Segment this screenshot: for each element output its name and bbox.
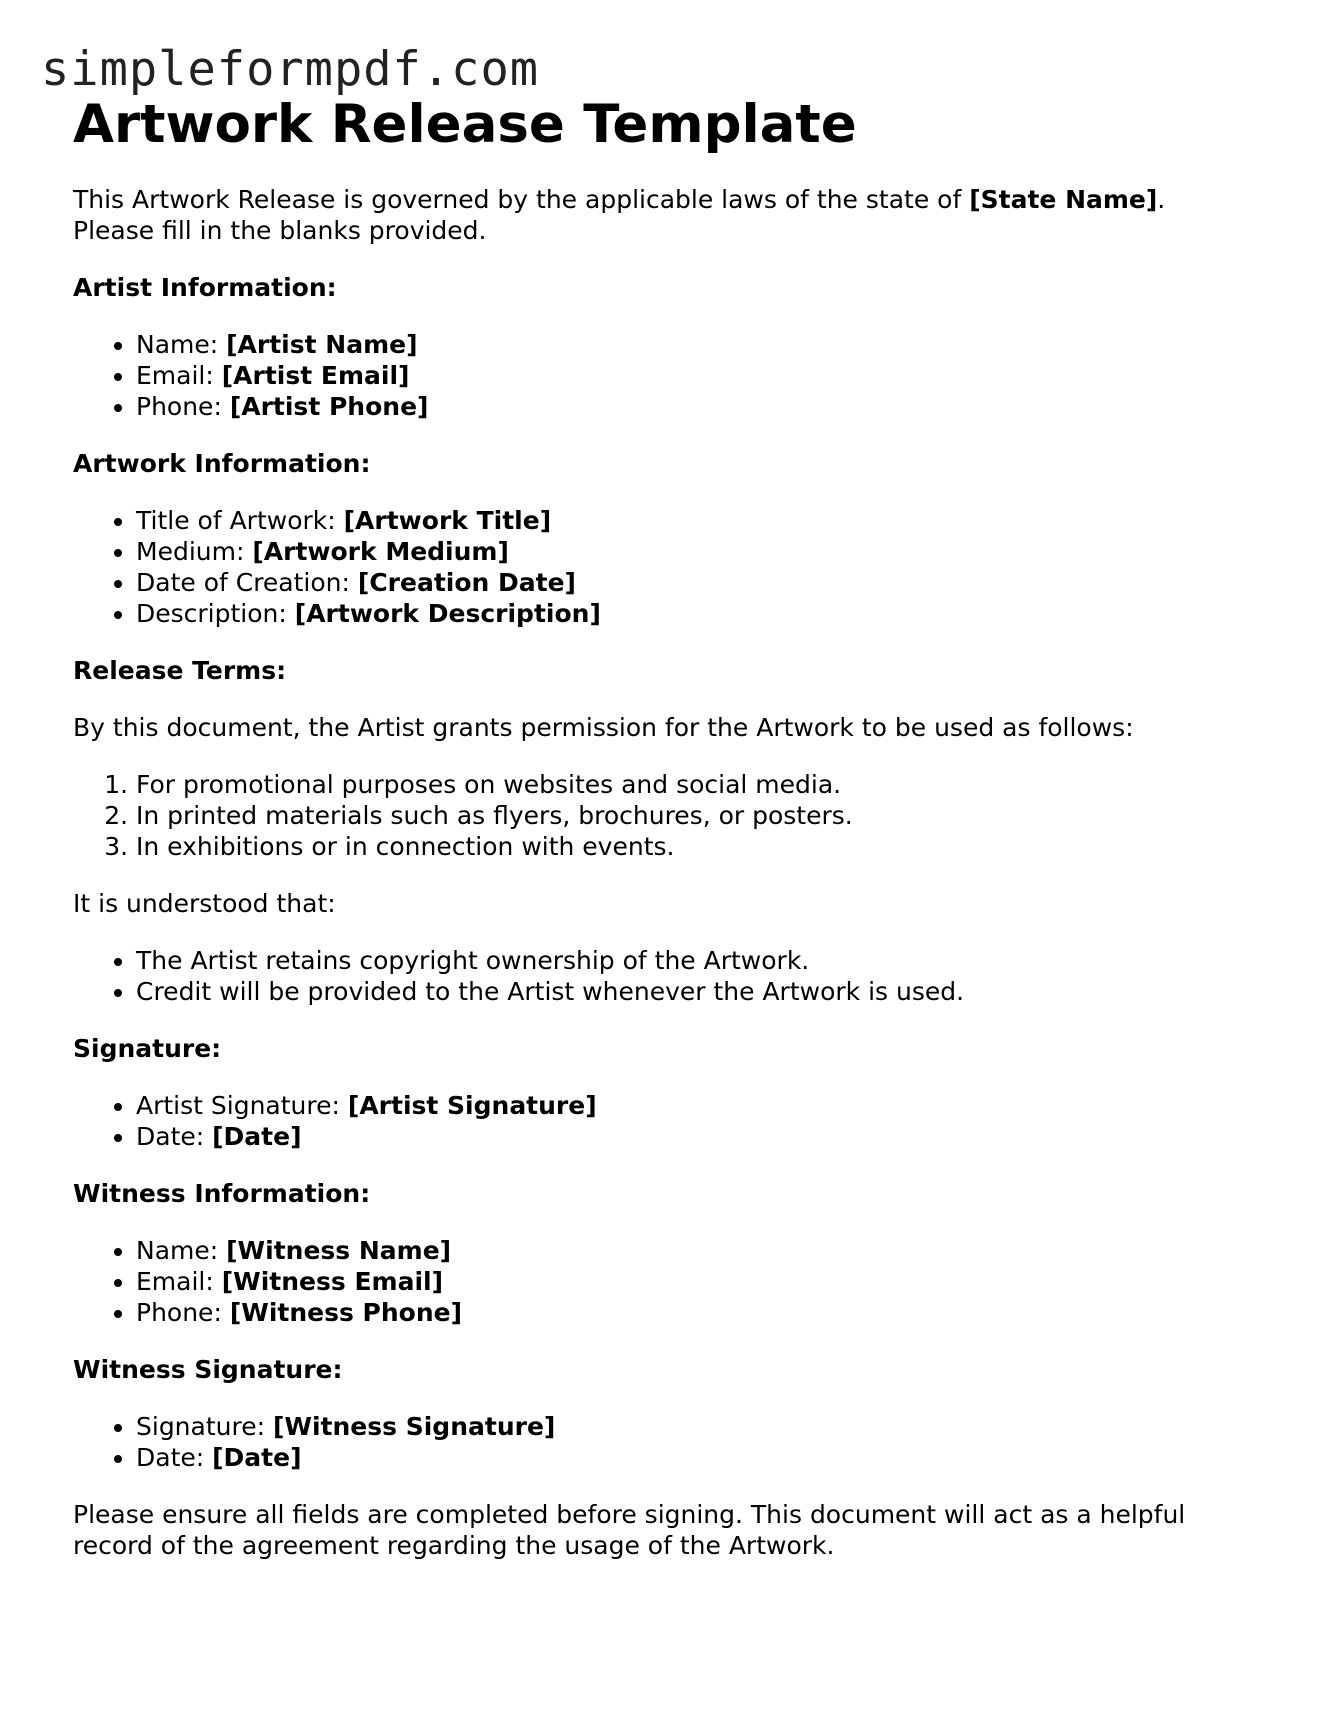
list-item [136,505,1253,536]
field-label: Date of Creation: [136,568,358,597]
list-item: • The Artist retains copyright ownership of the Artwork. [136,945,1253,976]
field-label: Artist Signature: [136,1091,348,1120]
closing-paragraph [73,1499,1253,1561]
intro-text: This Artwork Release is governed by the applicable laws of the state of [73,185,970,214]
usage-list [73,769,1253,862]
intro-instruction: Please fill in the blanks provided. [73,216,487,245]
list-item [136,1121,1253,1152]
artwork-info-list [73,505,1253,629]
list-item [136,1411,1253,1442]
field-label: Medium: [136,537,253,566]
field-placeholder: [Artist Email] [221,361,410,390]
field-placeholder: [Witness Signature] [272,1412,556,1441]
field-placeholder: [Artwork Medium] [252,537,509,566]
field-placeholder: [Artist Signature] [347,1091,597,1120]
list-item [136,567,1253,598]
artwork-info-heading: Artwork Information: [73,449,371,478]
field-placeholder: [Witness Name] [226,1236,452,1265]
list-item [136,1235,1253,1266]
field-label: Email: [136,361,222,390]
field-label: Description: [136,599,295,628]
list-item [136,360,1253,391]
list-item [136,598,1253,629]
artist-info-list [73,329,1253,422]
field-placeholder: [Witness Email] [221,1267,444,1296]
release-terms-intro: By this document, the Artist grants permission for the Artwork to be used as follows: [73,713,1134,742]
field-label: Name: [136,330,227,359]
release-terms-heading: Release Terms: [73,656,287,685]
document-body [73,90,1253,1561]
witness-signature-heading: Witness Signature: [73,1355,343,1384]
list-item: 2. In printed materials such as flyers, brochures, or posters. [136,800,1253,831]
field-label: Date: [136,1122,213,1151]
field-label: Phone: [136,392,230,421]
list-item [136,329,1253,360]
list-item [136,1297,1253,1328]
field-placeholder: [Artwork Description] [294,599,601,628]
list-item: 3. In exhibitions or in connection with events. [136,831,1253,862]
intro-paragraph [73,184,1253,246]
field-label: Email: [136,1267,222,1296]
closing-line: Please ensure all fields are completed before signing. This document will act as a helpful [73,1500,1186,1529]
field-placeholder: [Artist Phone] [229,392,429,421]
list-item [136,536,1253,567]
list-item [136,1442,1253,1473]
field-placeholder: [Artwork Title] [343,506,552,535]
field-placeholder: [Date] [212,1443,302,1472]
witness-signature-list [73,1411,1253,1473]
list-item [136,391,1253,422]
understood-text: It is understood that: [73,889,336,918]
artist-info-heading: Artist Information: [73,273,337,302]
signature-list [73,1090,1253,1152]
conditions-list [73,945,1253,1007]
witness-info-list [73,1235,1253,1328]
page-title: Artwork Release Template [73,94,857,155]
intro-period: . [1157,185,1166,214]
field-placeholder: [Witness Phone] [229,1298,463,1327]
witness-info-heading: Witness Information: [73,1179,371,1208]
field-placeholder: [Date] [212,1122,302,1151]
list-item [136,1266,1253,1297]
signature-heading: Signature: [73,1034,222,1063]
watermark-text: simpleformpdf.com [41,42,540,97]
list-item [136,1090,1253,1121]
state-name-placeholder: [State Name] [969,185,1158,214]
field-label: Date: [136,1443,213,1472]
field-placeholder: [Artist Name] [226,330,418,359]
field-label: Signature: [136,1412,273,1441]
list-item: • Credit will be provided to the Artist whenever the Artwork is used. [136,976,1253,1007]
field-label: Title of Artwork: [136,506,344,535]
list-item: 1. For promotional purposes on websites and social media. [136,769,1253,800]
field-label: Phone: [136,1298,230,1327]
field-placeholder: [Creation Date] [357,568,576,597]
closing-line: record of the agreement regarding the usage of the Artwork. [73,1531,835,1560]
field-label: Name: [136,1236,227,1265]
